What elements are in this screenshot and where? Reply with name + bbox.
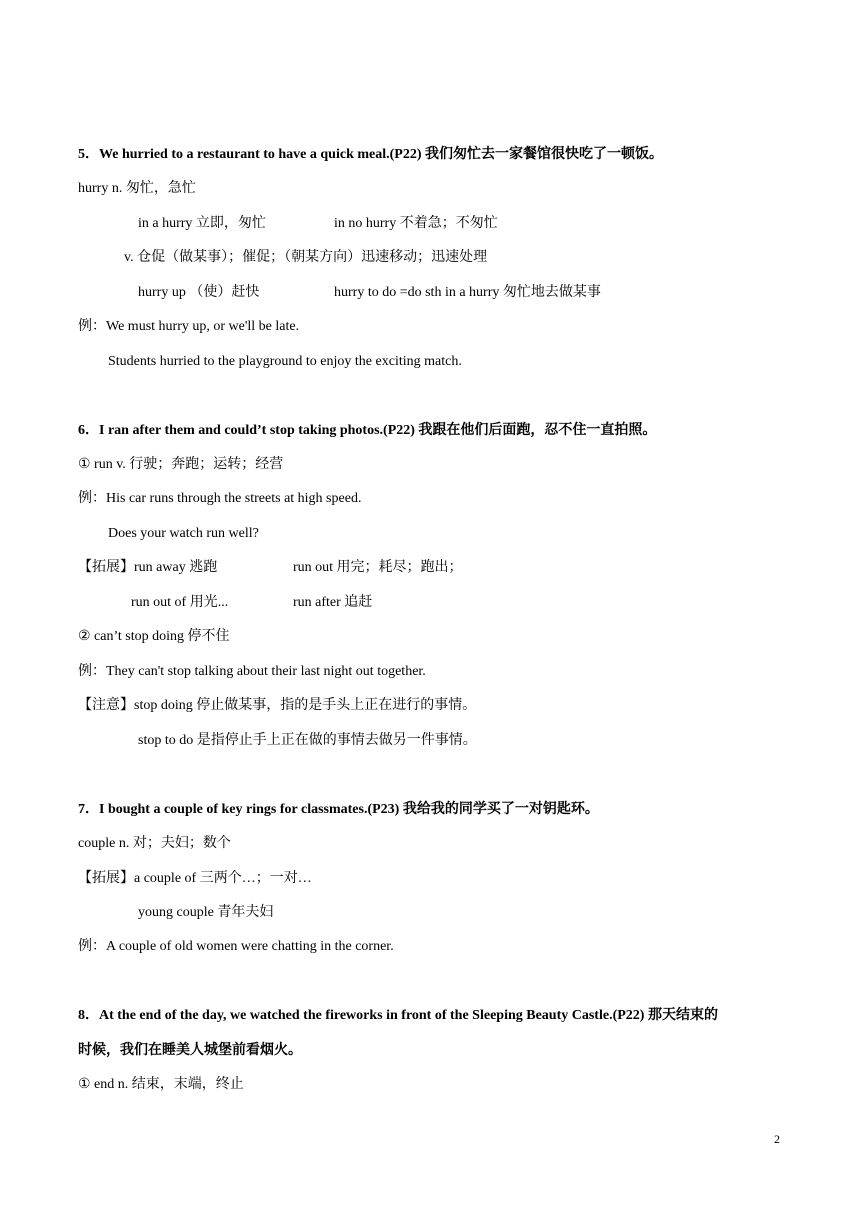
section-7-heading: 7．I bought a couple of key rings for classmates.(P23) 我给我的同学买了一对钥匙环。 — [78, 802, 599, 817]
s5-in-no-hurry: in no hurry 不着急；不匆忙 — [334, 216, 498, 231]
section-8-heading-line-2: 时候，我们在睡美人城堡前看烟火。 — [78, 1043, 302, 1058]
s5-hurry-to-do: hurry to do =do sth in a hurry 匆忙地去做某事 — [334, 285, 601, 300]
s5-hurry-up: hurry up （使）赶快 — [138, 285, 260, 300]
s6-extension-run-out-of: run out of 用光... — [131, 595, 229, 610]
s6-note-stop-doing: 【注意】stop doing 停止做某事，指的是手头上正在进行的事情。 — [78, 698, 477, 713]
s6-example-2: Does your watch run well? — [108, 526, 259, 541]
s5-example-2: Students hurried to the playground to enjoy the exciting match. — [108, 354, 462, 369]
s5-hurry-noun: hurry n. 匆忙，急忙 — [78, 181, 196, 196]
section-5-heading: 5．We hurried to a restaurant to have a quick meal.(P22) 我们匆忙去一家餐馆很快吃了一顿饭。 — [78, 147, 663, 162]
s6-run-verb: ① run v. 行驶；奔跑；运转；经营 — [78, 457, 284, 472]
s5-hurry-verb: v. 仓促（做某事）；催促；（朝某方向）迅速移动；迅速处理 — [124, 250, 488, 265]
s5-in-a-hurry: in a hurry 立即，匆忙 — [138, 216, 266, 231]
s6-cant-stop-doing: ② can’t stop doing 停不住 — [78, 629, 230, 644]
s6-note-stop-to-do: stop to do 是指停止手上正在做的事情去做另一件事情。 — [138, 733, 477, 748]
s7-extension-a-couple-of: 【拓展】a couple of 三两个…；一对… — [78, 871, 312, 886]
s8-end-noun: ① end n. 结束，末端，终止 — [78, 1077, 244, 1092]
s6-extension-run-after: run after 追赶 — [293, 595, 373, 610]
page-number: 2 — [774, 1132, 780, 1146]
section-8-heading-line-1: 8．At the end of the day, we watched the fireworks in front of the Sleeping Beauty Castle.(P22) 那天结束的 — [78, 1008, 718, 1023]
s6-example-3: 例：They can't stop talking about their last night out together. — [78, 664, 426, 679]
s6-extension-run-away: 【拓展】run away 逃跑 — [78, 560, 218, 575]
s7-couple-noun: couple n. 对；夫妇；数个 — [78, 836, 231, 851]
section-6-heading: 6．I ran after them and could’t stop taking photos.(P22) 我跟在他们后面跑，忍不住一直拍照。 — [78, 423, 657, 438]
s7-example-1: 例：A couple of old women were chatting in the corner. — [78, 939, 394, 954]
s5-example-1: 例：We must hurry up, or we'll be late. — [78, 319, 300, 334]
s6-extension-run-out: run out 用完；耗尽；跑出； — [293, 560, 463, 575]
s7-extension-young-couple: young couple 青年夫妇 — [138, 905, 274, 920]
s6-example-1: 例：His car runs through the streets at high speed. — [78, 491, 362, 506]
